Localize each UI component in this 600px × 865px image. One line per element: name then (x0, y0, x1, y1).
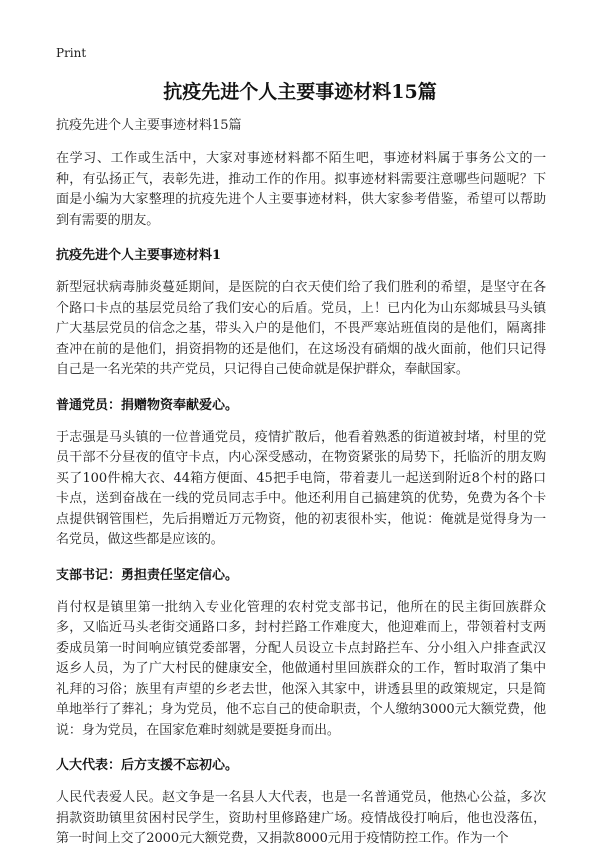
section-heading-2: 普通党员：捐赠物资奉献爱心。 (56, 397, 239, 413)
article-body (56, 116, 546, 865)
page-title: 抗疫先进个人主要事迹材料15篇 (163, 81, 437, 103)
document-subtitle: 抗疫先进个人主要事迹材料15篇 (56, 118, 242, 133)
section2-paragraph: 于志强是马头镇的一位普通党员，疫情扩散后，他看着熟悉的街道被封堵，村里的党员干部不分昼夜的值守卡点，内心深受感动，在物资紧张的局势下，托临沂的朋友购买了100件棉大衣、44箱方便面、45把手电筒，带着妻儿一起送到附近8个村的路口卡点，送到奋战在一线的党员同志手中。他还利用自己搞建筑的优势，免费为各个卡点提供钢管围栏，先后捐赠近万元物资，他的初衷很朴实，他说：俺就是觉得身为一名党员，做这些都是应该的。 (56, 429, 546, 547)
section-heading-4: 人大代表：后方支援不忘初心。 (56, 758, 239, 773)
section4-paragraph: 人民代表爱人民。赵文争是一名县人大代表，也是一名普通党员，他热心公益，多次捐款资助镇里贫困村民学生，资助村里修路建广场。疫情战役打响后，他也没落伍，第一时间上交了2000元大额党费，又捐款8000元用于疫情防控工作。作为一个 (56, 790, 546, 846)
intro-paragraph: 在学习、工作或生活中，大家对事迹材料都不陌生吧，事迹材料属于事务公文的一种，有弘扬正气，表彰先进，推动工作的作用。拟事迹材料需要注意哪些问题呢？下面是小编为大家整理的抗疫先进个人主要事迹材料，供大家参考借鉴，希望可以帮助到有需要的朋友。 (56, 151, 546, 228)
print-link[interactable]: Print (56, 46, 87, 60)
section-heading-3: 支部书记：勇担责任坚定信心。 (56, 567, 239, 583)
section3-paragraph: 肖付权是镇里第一批纳入专业化管理的农村党支部书记，他所在的民主街回族群众多，又临近马头老街交通路口多，封村拦路工作难度大，他迎难而上，带领着村支两委成员第一时间响应镇党委部署，分配人员设立卡点封路拦车、分小组入户排查武汉返乡人员，为了广大村民的健康安全，他做通村里回族群众的工作，暂时取消了集中礼拜的习俗；族里有声望的乡老去世，他深入其家中，讲透县里的政策规定，只是简单地举行了葬礼；身为党员，他不忘自己的使命职责，个人缴纳3000元大额党费，他说：身为党员，在国家危难时刻就是要挺身而出。 (56, 599, 546, 738)
section-heading-1: 抗疫先进个人主要事迹材料1 (56, 248, 222, 263)
section1-paragraph: 新型冠状病毒肺炎蔓延期间，是医院的白衣天使们给了我们胜利的希望，是坚守在各个路口卡点的基层党员给了我们安心的后盾。党员，上！已内化为山东郯城县马头镇广大基层党员的信念之基，带头入户的是他们，不畏严寒站班值岗的是他们，隔离排查冲在前的是他们，捐资捐物的还是他们，在这场没有硝烟的战火面前，他们只记得自己是一名光荣的共产党员，只记得自己使命就是保护群众，奉献国家。 (56, 280, 546, 377)
